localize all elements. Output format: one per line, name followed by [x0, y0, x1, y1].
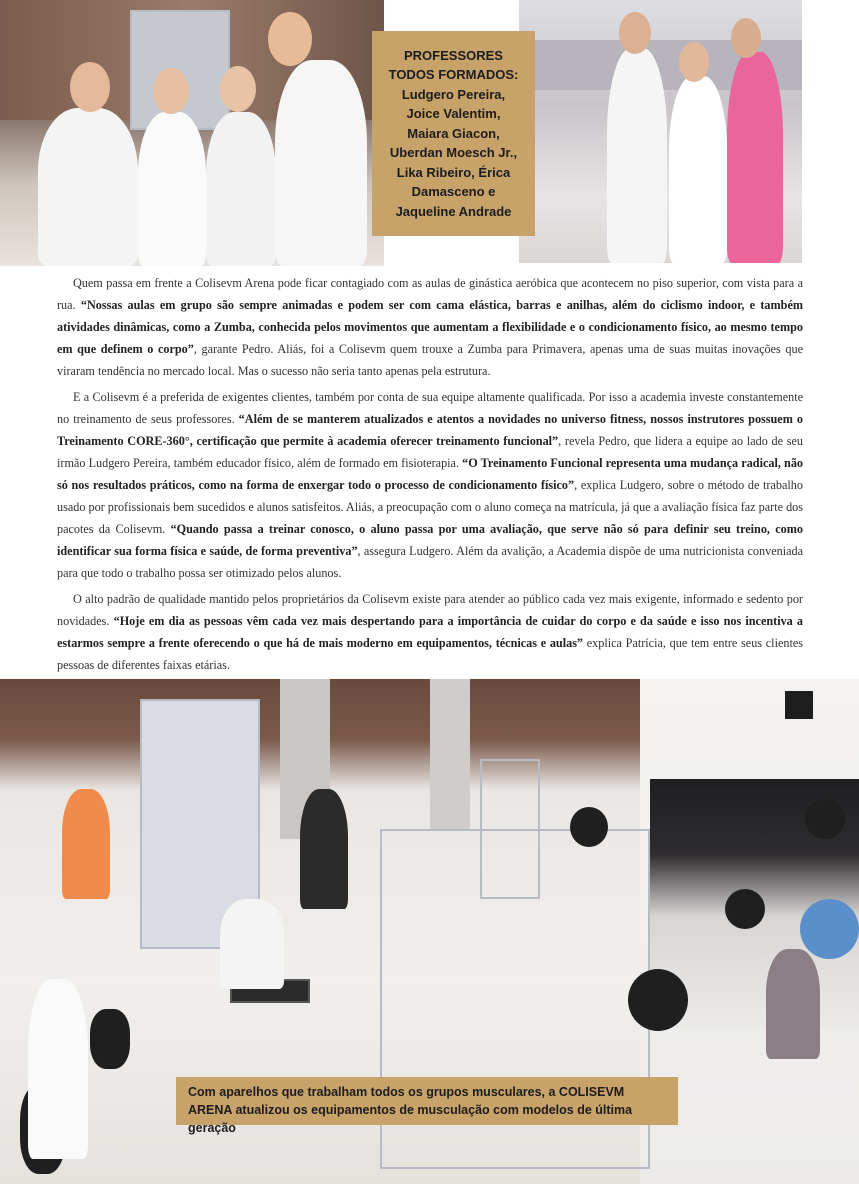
weight-plate: [725, 889, 765, 929]
p2-quote-2: “O Treinamento Funcional representa uma mudança radical, não só nos resultados práticos, como na forma de enxergar todo o processo de condicionamento físico”: [57, 456, 804, 492]
gym-pillar-2: [430, 679, 470, 829]
speaker-icon: [785, 691, 813, 719]
p3-text-1: O alto padrão de qualidade mantido pelos proprietários da Colisevm existe para atender ao público cada vez mais exigente, informado e sedento por novidades.: [57, 592, 803, 628]
p1-text-2: , garante Pedro. Aliás, foi a Colisevm quem trouxe a Zumba para Primavera, apenas uma de suas muitas inovações que viraram tendência no mercado local. Mas o sucesso não seria tanto apenas pela estrutura.: [57, 342, 803, 378]
person-white-shirt: [220, 899, 284, 989]
p2-quote-3: “Quando passa a treinar conosco, o aluno passa por uma avaliação, que serve não só para definir seu treino, como identificar sua forma física e saúde, de forma preventiva”: [57, 522, 803, 558]
article-paragraph-1: [57, 272, 803, 382]
p3-text-2: explica Patrícia, que tem entre seus clientes pessoas de diferentes faixas etárias.: [57, 636, 803, 672]
article-paragraph-3: [57, 588, 803, 676]
p1-quote-1: “Nossas aulas em grupo são sempre animadas e podem ser com cama elástica, barras e anilhas, além do ciclismo indoor, e também atividades dinâmicas, como a Zumba, conhecida pelos movimentos que aumentam a flexibilidade e o condicionamento físico, ao mesmo tempo em que definem o corpo”: [57, 298, 803, 356]
article-body: [57, 272, 803, 680]
p2-text-1: E a Colisevm é a preferida de exigentes clientes, também por conta de sua equipe altamente qualificada. Por isso a academia investe constantemente no treinamento de seus professores.: [57, 390, 803, 426]
p1-text-1: Quem passa em frente a Colisevm Arena pode ficar contagiado com as aulas de ginástica aeróbica que acontecem no piso superior, com vista para a rua.: [57, 276, 803, 312]
weight-plate: [570, 807, 608, 847]
p2-text-4: , assegura Ludgero. Além da avalição, a Academia dispõe de uma nutricionista conveniada para que todo o trabalho possa ser otimizado pelos alunos.: [57, 544, 803, 580]
instructors-women-photo: [519, 0, 802, 263]
person-white-tank: [28, 979, 88, 1159]
instructors-caption: PROFESSORES TODOS FORMADOS: Ludgero Pereira, Joice Valentim, Maiara Giacon, Uberdan Moesch Jr., Lika Ribeiro, Érica Damasceno e Jaqueline Andrade: [388, 47, 519, 219]
p3-quote-1: “Hoje em dia as pessoas vêm cada vez mais despertando para a importância de cuidar do corpo e da saúde e isso nos incentiva a estarmos sempre a frente oferecendo o que há de mais moderno em equipamentos, técnicas e aulas”: [57, 614, 803, 650]
p2-quote-1: “Além de se manterem atualizados e atentos a novidades no universo fitness, nossos instrutores possuem o Treinamento CORE-360°, certificação que permite à academia oferecer treinamento funcional”: [57, 412, 804, 448]
person-black-top: [300, 789, 348, 909]
person-grey-top: [766, 949, 820, 1059]
article-paragraph-2: [57, 386, 803, 584]
p2-text-3: , explica Ludgero, sobre o método de trabalho usado por profissionais bem sucedidos e alunos satisfeitos. Aliás, a preocupação com o aluno começa na matrícula, já que a avaliação física faz parte dos pacotes da Colisevm.: [57, 478, 803, 536]
rack-frame: [480, 759, 540, 899]
exercise-ball: [800, 899, 859, 959]
instructors-caption-box: [372, 31, 535, 236]
weight-plate: [805, 799, 845, 839]
instructors-photo: [0, 0, 384, 266]
p2-text-2: , revela Pedro, que lidera a equipe ao lado de seu irmão Ludgero Pereira, também educador físico, além de formado em fisioterapia.: [57, 434, 804, 470]
weight-plate: [628, 969, 688, 1031]
weight-plate: [90, 1009, 130, 1069]
person-orange-top: [62, 789, 110, 899]
gym-caption: Com aparelhos que trabalham todos os grupos musculares, a COLISEVM ARENA atualizou os equipamentos de musculação com modelos de última geração: [176, 1077, 678, 1125]
